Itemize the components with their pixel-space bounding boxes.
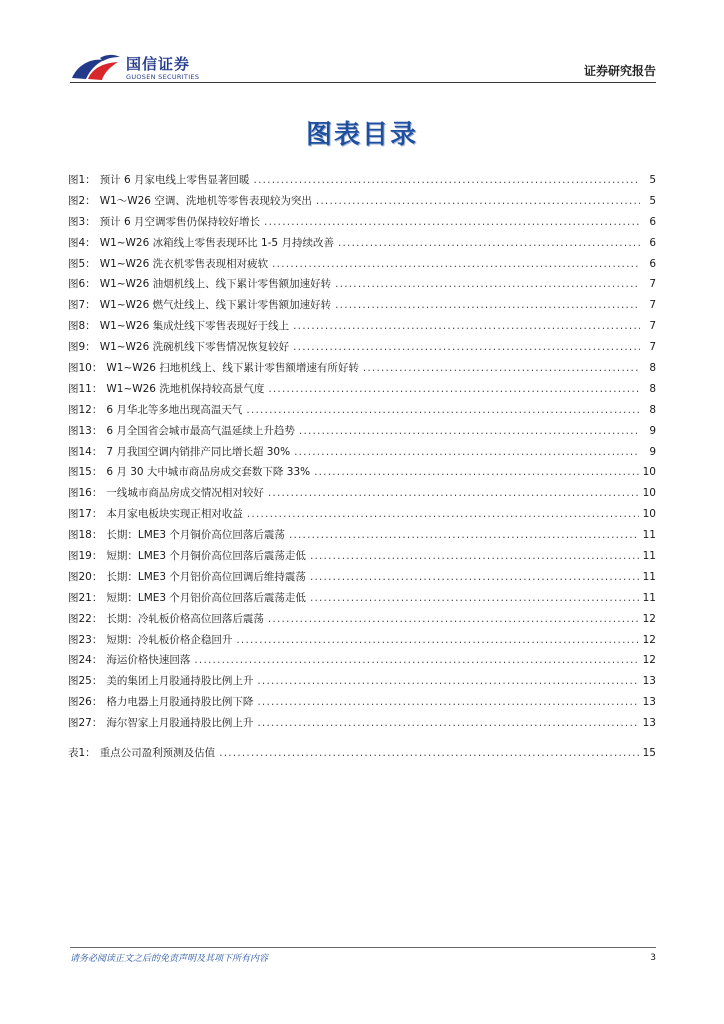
toc-entry-page: 11 — [642, 591, 656, 604]
toc-entry-title: 短期：LME3 个月铜价高位回落后震荡走低 — [106, 550, 306, 563]
page-header — [0, 0, 724, 90]
toc-entry[interactable] — [68, 483, 656, 504]
toc-entry-title: W1~W26 洗地机保持较高景气度 — [106, 382, 265, 395]
toc-leader-dots — [335, 274, 640, 295]
toc-entry[interactable] — [68, 504, 656, 525]
toc-entry-label: 图15： — [68, 466, 103, 479]
toc-entry[interactable] — [68, 337, 656, 358]
toc-leader-dots — [219, 743, 638, 764]
toc-entry-title: W1~W26 油烟机线上、线下累计零售额加速好转 — [99, 278, 332, 291]
toc-entry[interactable] — [68, 743, 656, 764]
toc-entry-label: 图3： — [68, 215, 96, 228]
toc-entry-title: 短期：LME3 个月铝价高位回落后震荡走低 — [106, 591, 306, 604]
toc-leader-dots — [293, 337, 640, 358]
toc-entry-label: 图26： — [68, 696, 103, 709]
toc-entry[interactable] — [68, 567, 656, 588]
toc-entry-page: 7 — [649, 299, 656, 312]
toc-entry-page: 11 — [642, 550, 656, 563]
toc-leader-dots — [310, 567, 639, 588]
toc-entry-label: 图23： — [68, 633, 103, 646]
toc-entry[interactable] — [68, 358, 656, 379]
toc-entry-title: 6 月 30 大中城市商品房成交套数下降 33% — [106, 466, 311, 479]
toc-leader-dots — [363, 358, 640, 379]
toc-entry-title: W1~W26 冰箱线上零售表现环比 1-5 月持续改善 — [99, 236, 334, 249]
toc-entry-title: 美的集团上月股通持股比例上升 — [106, 675, 254, 688]
toc-leader-dots — [268, 609, 639, 630]
header-divider — [70, 82, 656, 83]
toc-entry-label: 图20： — [68, 570, 103, 583]
toc-entry[interactable] — [68, 650, 656, 671]
toc-leader-dots — [246, 400, 640, 421]
toc-leader-dots — [257, 671, 638, 692]
toc-entry-page: 6 — [649, 257, 656, 270]
guosen-logo — [70, 52, 220, 84]
toc-entry-label: 图8： — [68, 320, 96, 333]
toc-entry-page: 7 — [649, 341, 656, 354]
toc-leader-dots — [268, 483, 639, 504]
toc-leader-dots — [289, 525, 639, 546]
toc-leader-dots — [294, 442, 640, 463]
toc-entry[interactable] — [68, 254, 656, 275]
toc-entry-title: 海运价格快速回落 — [106, 654, 191, 667]
toc-entry-label: 图6： — [68, 278, 96, 291]
toc-entry-page: 13 — [642, 675, 656, 688]
toc-leader-dots — [316, 191, 640, 212]
toc-leader-dots — [310, 546, 639, 567]
toc-entry-label: 图2： — [68, 194, 96, 207]
toc-entry-label: 图17： — [68, 508, 103, 521]
toc-entry-label: 图16： — [68, 487, 103, 500]
toc-entry[interactable] — [68, 274, 656, 295]
toc-entry-title: 本月家电板块实现正相对收益 — [106, 508, 243, 521]
toc-entry-title: W1~W26 洗碗机线下零售情况恢复较好 — [99, 341, 290, 354]
toc-leader-dots — [299, 421, 640, 442]
toc-entry[interactable] — [68, 379, 656, 400]
toc-entry-page: 5 — [649, 194, 656, 207]
toc-entry-title: 7 月我国空调内销排产同比增长超 30% — [106, 445, 291, 458]
figure-toc-list — [68, 170, 656, 734]
toc-entry[interactable] — [68, 170, 656, 191]
toc-entry-title: W1~W26 集成灶线下零售表现好于线上 — [99, 320, 290, 333]
toc-leader-dots — [293, 316, 640, 337]
toc-entry-title: 预计 6 月空调零售仍保持较好增长 — [99, 215, 261, 228]
toc-entry-page: 6 — [649, 215, 656, 228]
toc-entry[interactable] — [68, 212, 656, 233]
toc-entry-title: 格力电器上月股通持股比例下降 — [106, 696, 254, 709]
toc-entry-page: 7 — [649, 278, 656, 291]
toc-entry-label: 图12： — [68, 403, 103, 416]
toc-entry-label: 图9： — [68, 341, 96, 354]
toc-entry-page: 11 — [642, 529, 656, 542]
toc-entry-page: 10 — [642, 466, 656, 479]
page-number: 3 — [650, 953, 656, 963]
toc-entry-title: 长期：LME3 个月铝价高位回调后维持震荡 — [106, 570, 306, 583]
toc-leader-dots — [247, 504, 639, 525]
toc-entry[interactable] — [68, 588, 656, 609]
toc-entry-page: 13 — [642, 696, 656, 709]
toc-entry-title: W1～W26 空调、洗地机等零售表现较为突出 — [99, 194, 312, 207]
toc-leader-dots — [194, 650, 638, 671]
toc-entry[interactable] — [68, 671, 656, 692]
page-title: 图表目录 — [305, 120, 418, 150]
guosen-logo-icon — [70, 52, 122, 82]
toc-entry[interactable] — [68, 442, 656, 463]
toc-leader-dots — [236, 630, 638, 651]
toc-entry[interactable] — [68, 546, 656, 567]
toc-leader-dots — [268, 379, 640, 400]
toc-leader-dots — [257, 692, 638, 713]
toc-entry[interactable] — [68, 692, 656, 713]
toc-entry-label: 图14： — [68, 445, 103, 458]
toc-entry[interactable] — [68, 233, 656, 254]
toc-entry-label: 图11： — [68, 382, 103, 395]
toc-entry[interactable] — [68, 316, 656, 337]
table-toc-list — [68, 743, 656, 764]
toc-entry-title: 6 月全国省会城市最高气温延续上升趋势 — [106, 424, 295, 437]
toc-entry-page: 10 — [642, 487, 656, 500]
toc-entry-title: W1~W26 扫地机线上、线下累计零售额增速有所好转 — [106, 362, 359, 375]
toc-entry-label: 图10： — [68, 362, 103, 375]
toc-leader-dots — [272, 254, 640, 275]
toc-entry-title: W1~W26 燃气灶线上、线下累计零售额加速好转 — [99, 299, 332, 312]
toc-entry-title: 长期：LME3 个月铜价高位回落后震荡 — [106, 529, 285, 542]
logo-english-name: GUOSEN SECURITIES — [126, 73, 200, 81]
toc-entry-label: 图25： — [68, 675, 103, 688]
toc-entry[interactable] — [68, 525, 656, 546]
toc-entry-label: 图21： — [68, 591, 103, 604]
toc-leader-dots — [314, 462, 639, 483]
toc-leader-dots — [338, 233, 640, 254]
toc-entry[interactable] — [68, 400, 656, 421]
toc-entry-title: 重点公司盈利预测及估值 — [99, 747, 216, 759]
toc-leader-dots — [257, 713, 638, 734]
toc-entry-page: 11 — [642, 570, 656, 583]
toc-entry-page: 7 — [649, 320, 656, 333]
toc-leader-dots — [254, 170, 640, 191]
toc-entry-page: 6 — [649, 236, 656, 249]
toc-entry-label: 图1： — [68, 174, 96, 186]
toc-entry[interactable] — [68, 191, 656, 212]
toc-entry-label: 图19： — [68, 550, 103, 563]
toc-entry-title: 海尔智家上月股通持股比例上升 — [106, 717, 254, 730]
toc-leader-dots — [335, 295, 640, 316]
toc-entry[interactable] — [68, 630, 656, 651]
toc-leader-dots — [310, 588, 639, 609]
toc-entry-page: 12 — [642, 633, 656, 646]
toc-entry-label: 图24： — [68, 654, 103, 667]
toc-entry-title: 长期：冷轧板价格高位回落后震荡 — [106, 612, 264, 625]
toc-entry-page: 10 — [642, 508, 656, 521]
logo-chinese-name: 国信证券 — [126, 55, 191, 73]
toc-entry-label: 图27： — [68, 717, 103, 730]
toc-entry[interactable] — [68, 295, 656, 316]
toc-entry[interactable] — [68, 713, 656, 734]
toc-entry-title: 预计 6 月家电线上零售显著回暖 — [99, 174, 250, 186]
toc-leader-dots — [264, 212, 640, 233]
toc-entry-page: 15 — [642, 747, 656, 759]
toc-entry-title: W1~W26 洗衣机零售表现相对疲软 — [99, 257, 269, 270]
toc-entry-page: 9 — [649, 445, 656, 458]
toc-entry-label: 图18： — [68, 529, 103, 542]
toc-entry-label: 图13： — [68, 424, 103, 437]
toc-entry-label: 图7： — [68, 299, 96, 312]
toc-entry-title: 6 月华北等多地出现高温天气 — [106, 403, 243, 416]
toc-entry-page: 9 — [649, 424, 656, 437]
toc-entry-title: 一线城市商品房成交情况相对较好 — [106, 487, 264, 500]
toc-entry-page: 12 — [642, 654, 656, 667]
report-type-label: 证券研究报告 — [583, 64, 656, 78]
toc-entry-page: 8 — [649, 362, 656, 375]
toc-entry[interactable] — [68, 609, 656, 630]
toc-entry[interactable] — [68, 421, 656, 442]
toc-entry-page: 8 — [649, 382, 656, 395]
toc-entry-label: 表1： — [68, 747, 96, 759]
toc-entry[interactable] — [68, 462, 656, 483]
disclaimer-note: 请务必阅读正文之后的免责声明及其项下所有内容 — [70, 954, 269, 964]
toc-entry-page: 13 — [642, 717, 656, 730]
toc-entry-label: 图22： — [68, 612, 103, 625]
toc-entry-page: 12 — [642, 612, 656, 625]
toc-entry-page: 8 — [649, 403, 656, 416]
toc-entry-page: 5 — [649, 174, 656, 186]
toc-entry-label: 图4： — [68, 236, 96, 249]
toc-entry-title: 短期：冷轧板价格企稳回升 — [106, 633, 233, 646]
toc-entry-label: 图5： — [68, 257, 96, 270]
footer-divider — [70, 947, 656, 948]
